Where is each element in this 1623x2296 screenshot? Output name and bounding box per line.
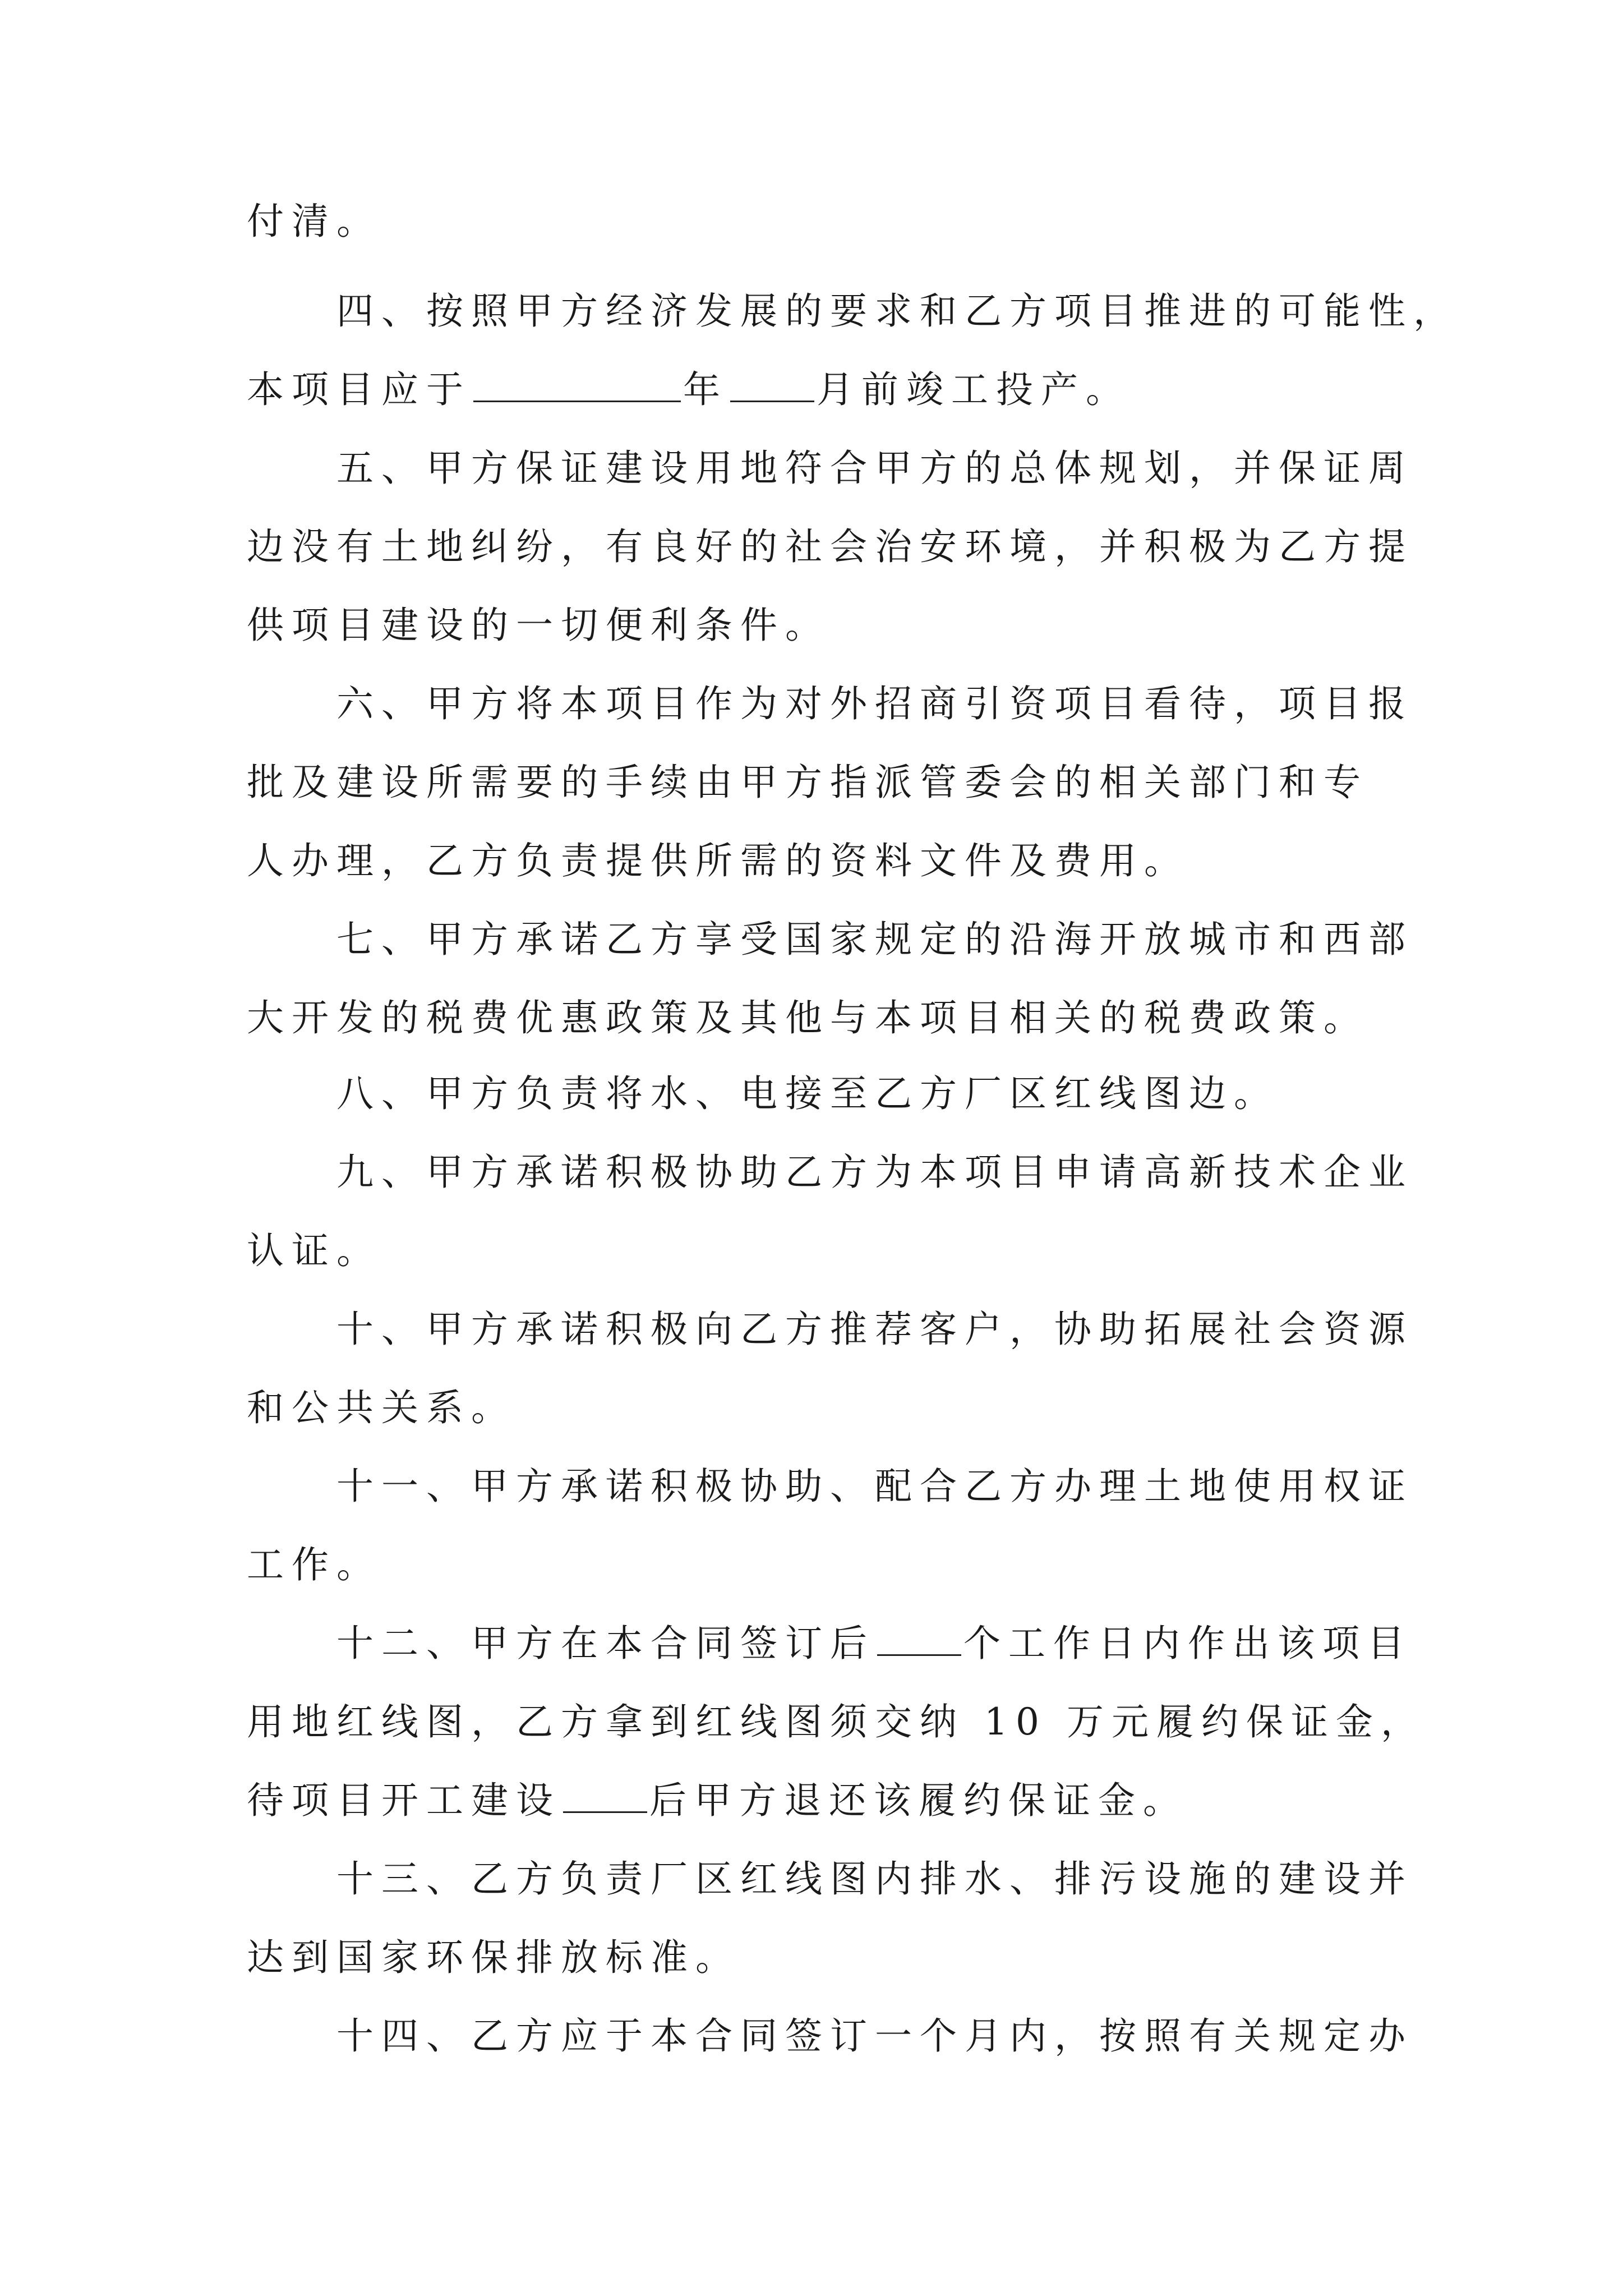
- paragraph-12-line-1: [247, 1613, 1412, 1674]
- line-text: 八、甲方负责将水、电接至乙方厂区红线图边。: [336, 1072, 1279, 1115]
- paragraph-11-line-2: [247, 1534, 1385, 1596]
- paragraph-7-line-1: [247, 909, 1413, 970]
- line-text: 十三、乙方负责厂区红线图内排水、排污设施的建设并: [336, 1857, 1413, 1901]
- line-text: 十、甲方承诺积极向乙方推荐客户，协助拓展社会资源: [336, 1308, 1413, 1351]
- line-text: 和公共关系。: [247, 1386, 516, 1429]
- construction-blank: [563, 1774, 647, 1813]
- paragraph-5-line-2: [247, 516, 1413, 578]
- paragraph-9-line-1: [247, 1142, 1413, 1203]
- paragraph-6-line-2: [247, 752, 1385, 813]
- paragraph-8-line-1: [247, 1063, 1385, 1125]
- line-text: 认证。: [247, 1229, 381, 1272]
- line-text: 本项目应于: [247, 368, 471, 411]
- paragraph-5-line-1: [247, 438, 1413, 499]
- paragraph-12-line-3: [247, 1770, 1385, 1832]
- text-line: [247, 191, 1385, 252]
- paragraph-13-line-2: [247, 1927, 1385, 1989]
- line-text: 月前竣工投产。: [817, 368, 1131, 411]
- line-text: 年: [683, 368, 728, 411]
- line-text: 十四、乙方应于本合同签订一个月内，按照有关规定办: [336, 2014, 1413, 2058]
- line-text: 九、甲方承诺积极协助乙方为本项目申请高新技术企业: [336, 1151, 1413, 1194]
- line-text: 待项目开工建设: [247, 1779, 561, 1822]
- line-text: 工作。: [247, 1543, 381, 1586]
- line-text: 六、甲方将本项目作为对外招商引资项目看待，项目报: [336, 682, 1413, 725]
- line-text: 人办理，乙方负责提供所需的资料文件及费用。: [247, 839, 1189, 882]
- month-blank: [730, 364, 814, 402]
- paragraph-10-line-2: [247, 1377, 1385, 1439]
- line-text: 达到国家环保排放标准。: [247, 1936, 740, 1979]
- paragraph-6-line-3: [247, 830, 1385, 892]
- line-text: 个工作日内作出该项目: [963, 1622, 1412, 1665]
- paragraph-7-line-2: [247, 987, 1385, 1049]
- paragraph-6-line-1: [247, 673, 1413, 735]
- line-text: 十二、甲方在本合同签订后: [336, 1622, 875, 1665]
- paragraph-4-line-1: [247, 280, 1458, 342]
- line-text: 批及建设所需要的手续由甲方指派管委会的相关部门和专: [247, 761, 1368, 804]
- paragraph-9-line-2: [247, 1220, 1385, 1282]
- paragraph-5-line-3: [247, 595, 1385, 656]
- paragraph-11-line-1: [247, 1456, 1413, 1517]
- line-text: 五、甲方保证建设用地符合甲方的总体规划，并保证周: [336, 447, 1413, 490]
- paragraph-13-line-1: [247, 1848, 1413, 1910]
- line-text: 七、甲方承诺乙方享受国家规定的沿海开放城市和西部: [336, 918, 1413, 961]
- line-text: 边没有土地纠纷，有良好的社会治安环境，并积极为乙方提: [247, 525, 1413, 568]
- line-text: 大开发的税费优惠政策及其他与本项目相关的税费政策。: [247, 996, 1368, 1039]
- paragraph-12-line-2: [247, 1691, 1426, 1753]
- line-text: 十一、甲方承诺积极协助、配合乙方办理土地使用权证: [336, 1465, 1413, 1508]
- line-text: 用地红线图，乙方拿到红线图须交纳 10 万元履约保证金，: [247, 1700, 1426, 1743]
- line-text: 后甲方退还该履约保证金。: [649, 1779, 1188, 1822]
- paragraph-4-line-2: [247, 359, 1385, 421]
- line-text: 付清。: [247, 200, 381, 243]
- paragraph-10-line-1: [247, 1299, 1413, 1360]
- line-text: 供项目建设的一切便利条件。: [247, 604, 830, 647]
- year-blank: [473, 364, 681, 402]
- paragraph-14-line-1: [247, 2005, 1413, 2067]
- line-text: 四、按照甲方经济发展的要求和乙方项目推进的可能性，: [336, 289, 1458, 333]
- workdays-blank: [877, 1617, 961, 1656]
